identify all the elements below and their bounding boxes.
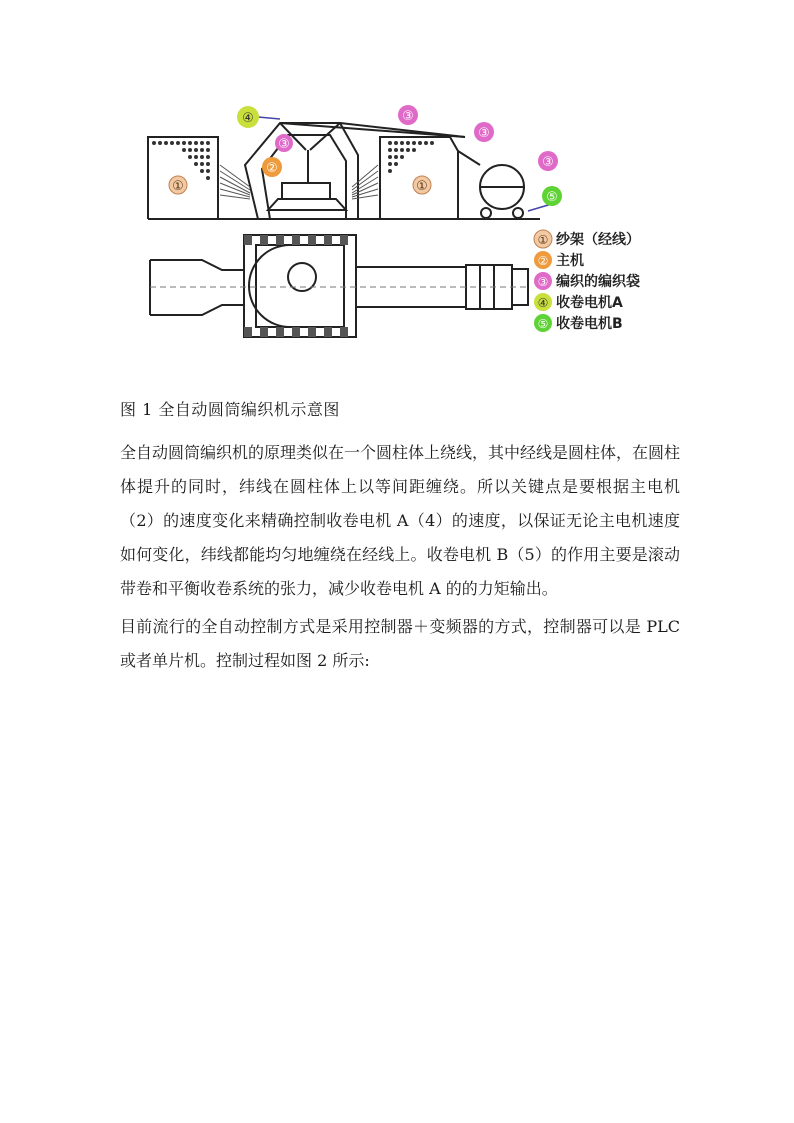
legend-item-woven-bag xyxy=(534,272,640,290)
svg-text:⑤: ⑤ xyxy=(537,317,549,331)
svg-text:①: ① xyxy=(416,179,428,194)
marker-1-right xyxy=(413,176,431,194)
marker-3-center xyxy=(275,134,293,152)
marker-3-top xyxy=(398,105,418,125)
svg-text:收卷电机A: 收卷电机A xyxy=(556,295,623,311)
legend-item-creel xyxy=(534,230,640,248)
legend xyxy=(534,230,640,332)
svg-text:③: ③ xyxy=(542,155,554,170)
svg-text:②: ② xyxy=(537,254,549,268)
paragraph: 全自动圆筒编织机的原理类似在一个圆柱体上绕线，其中经线是圆柱体，在圆柱体提升的同时，纬线在圆柱体上以等间距缠绕。所以关键点是要根据主电机（2）的速度变化来精确控制收卷电机 A（4）的速度，以保证无论主电机速度如何变化，纬线都能均匀地缠绕在经线上。收卷电机 B（5）的作用主要是滚动带卷和平衡收卷系统的张力，减少收卷电机 A 的的力矩输出。 xyxy=(120,443,681,598)
legend-item-winding-motor-b xyxy=(534,314,623,332)
svg-text:①: ① xyxy=(537,233,549,247)
marker-3-roll xyxy=(538,151,558,171)
marker-5 xyxy=(542,186,562,206)
marker-2 xyxy=(262,157,282,177)
paragraph: 目前流行的全自动控制方式是采用控制器＋变频器的方式，控制器可以是 PLC 或者单片机。控制过程如图 2 所示: xyxy=(120,617,680,670)
svg-text:③: ③ xyxy=(402,109,414,124)
marker-4 xyxy=(237,106,259,128)
marker-3-right xyxy=(474,122,494,142)
svg-text:纱架（经线）: 纱架（经线） xyxy=(556,232,640,248)
legend-item-winding-motor-a xyxy=(534,293,623,311)
marker-1-left xyxy=(169,176,187,194)
svg-text:编织的编织袋: 编织的编织袋 xyxy=(556,274,640,290)
svg-text:③: ③ xyxy=(478,126,490,141)
svg-text:④: ④ xyxy=(537,296,549,310)
svg-text:③: ③ xyxy=(278,137,290,152)
svg-text:⑤: ⑤ xyxy=(546,190,558,205)
svg-text:收卷电机B: 收卷电机B xyxy=(556,316,623,332)
svg-text:②: ② xyxy=(266,161,278,176)
svg-text:①: ① xyxy=(172,179,184,194)
figure-caption: 图 1 全自动圆筒编织机示意图 xyxy=(120,400,340,419)
svg-text:④: ④ xyxy=(242,111,254,126)
machine-diagram xyxy=(140,95,680,350)
legend-item-main-machine xyxy=(534,251,584,269)
body-text xyxy=(120,436,680,678)
svg-text:③: ③ xyxy=(537,275,549,289)
svg-text:主机: 主机 xyxy=(556,253,584,269)
